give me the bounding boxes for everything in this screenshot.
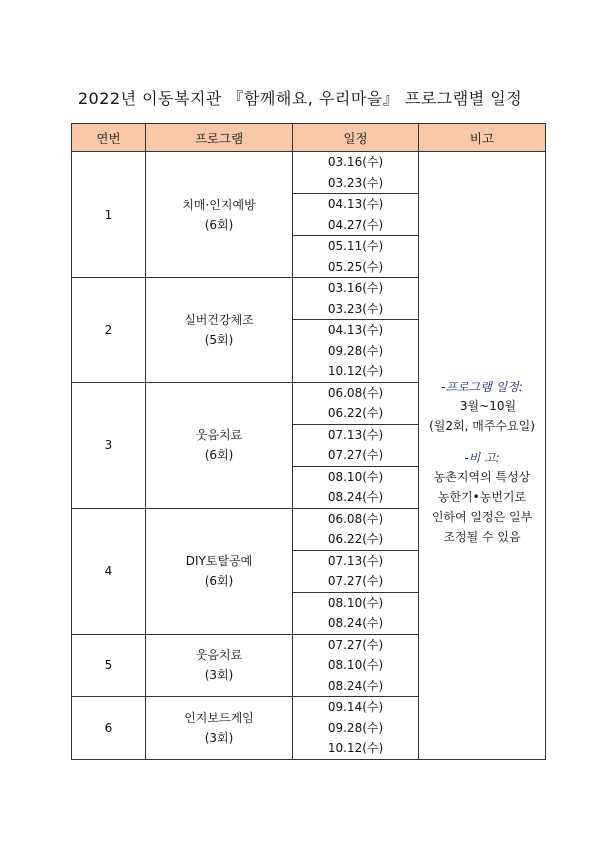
program-name: 실버건강체조 [184, 312, 254, 327]
program-sessions: (6회) [204, 448, 234, 462]
program-name: 웃음치료 [195, 428, 243, 442]
header-note: 비고 [419, 124, 546, 152]
date-group [293, 236, 419, 278]
date-entry: 03.16(수) [327, 281, 384, 295]
row-number: 4 [72, 508, 146, 634]
note-remark-heading: -비 고: [464, 451, 500, 466]
note-remark-line: 농촌지역의 특성상 [433, 470, 531, 485]
program-name: 웃음치료 [195, 648, 243, 663]
note-remark-line: 농한기•농번기로 [437, 490, 527, 505]
program-cell [146, 152, 293, 278]
date-entry: 08.24(수) [327, 678, 384, 693]
date-entry: 06.08(수) [327, 511, 384, 526]
date-group [293, 194, 419, 236]
schedule-table [71, 123, 546, 760]
date-entry: 09.14(수) [327, 700, 384, 714]
date-entry: 07.27(수) [327, 637, 384, 652]
date-group [293, 466, 419, 508]
date-group [293, 382, 419, 424]
program-sessions: (6회) [204, 217, 234, 232]
program-cell [146, 508, 293, 634]
program-cell [146, 382, 293, 508]
date-entry: 06.22(수) [327, 406, 384, 420]
note-schedule-line: (월2회, 매주수요일) [429, 419, 535, 434]
note-remark-line: 조정될 수 있음 [443, 530, 521, 545]
row-number: 1 [72, 152, 146, 278]
date-entry: 04.27(수) [327, 217, 384, 232]
program-sessions: (3회) [204, 668, 234, 683]
date-entry: 05.25(수) [327, 259, 384, 274]
program-name: 치매·인지예방 [182, 197, 256, 212]
header-dates: 일정 [293, 124, 419, 152]
date-entry: 10.12(수) [327, 741, 384, 755]
program-sessions: (6회) [204, 574, 234, 588]
date-entry: 04.13(수) [327, 197, 384, 211]
date-entry: 09.28(수) [327, 343, 384, 358]
date-entry: 05.11(수) [327, 239, 384, 253]
program-cell [146, 278, 293, 383]
note-remark-line: 인하여 일정은 일부 [431, 510, 533, 525]
program-name: 인지보드게임 [184, 710, 254, 725]
date-group [293, 697, 419, 760]
program-name: DIY토탈공예 [185, 554, 253, 568]
note-schedule-heading: -프로그램 일정: [441, 380, 523, 395]
date-entry: 07.27(수) [327, 448, 384, 462]
date-entry: 03.23(수) [327, 301, 384, 316]
date-entry: 08.10(수) [327, 658, 384, 672]
note-spacer [419, 436, 545, 450]
row-number: 6 [72, 697, 146, 760]
date-group [293, 508, 419, 550]
date-entry: 07.13(수) [327, 553, 384, 568]
note-schedule-line: 3월~10월 [459, 399, 517, 414]
program-sessions: (3회) [204, 730, 234, 745]
date-entry: 08.24(수) [327, 616, 384, 630]
program-sessions: (5회) [204, 332, 234, 347]
header-program: 프로그램 [146, 124, 293, 152]
date-entry: 07.27(수) [327, 574, 384, 588]
row-number: 3 [72, 382, 146, 508]
date-group [293, 152, 419, 194]
date-group [293, 592, 419, 634]
date-entry: 03.23(수) [327, 175, 384, 190]
date-entry: 10.12(수) [327, 364, 384, 378]
date-group [293, 634, 419, 697]
date-group [293, 424, 419, 466]
date-group [293, 278, 419, 320]
date-entry: 08.10(수) [327, 595, 384, 610]
date-entry: 08.24(수) [327, 490, 384, 504]
date-entry: 03.16(수) [327, 155, 384, 169]
date-entry: 08.10(수) [327, 469, 384, 484]
date-entry: 04.13(수) [327, 323, 384, 337]
date-entry: 06.22(수) [327, 532, 384, 546]
date-entry: 09.28(수) [327, 720, 384, 735]
note-cell [419, 152, 546, 760]
row-number: 5 [72, 634, 146, 697]
table-header-row [72, 124, 546, 152]
program-cell [146, 634, 293, 697]
date-group [293, 550, 419, 592]
row-number: 2 [72, 278, 146, 383]
table-row [72, 152, 546, 194]
date-group [293, 320, 419, 383]
header-no: 연번 [72, 124, 146, 152]
program-cell [146, 697, 293, 760]
date-entry: 07.13(수) [327, 427, 384, 442]
page-title: 2022년 이동복지관 『함께해요, 우리마을』 프로그램별 일정 [77, 89, 523, 108]
date-entry: 06.08(수) [327, 385, 384, 400]
